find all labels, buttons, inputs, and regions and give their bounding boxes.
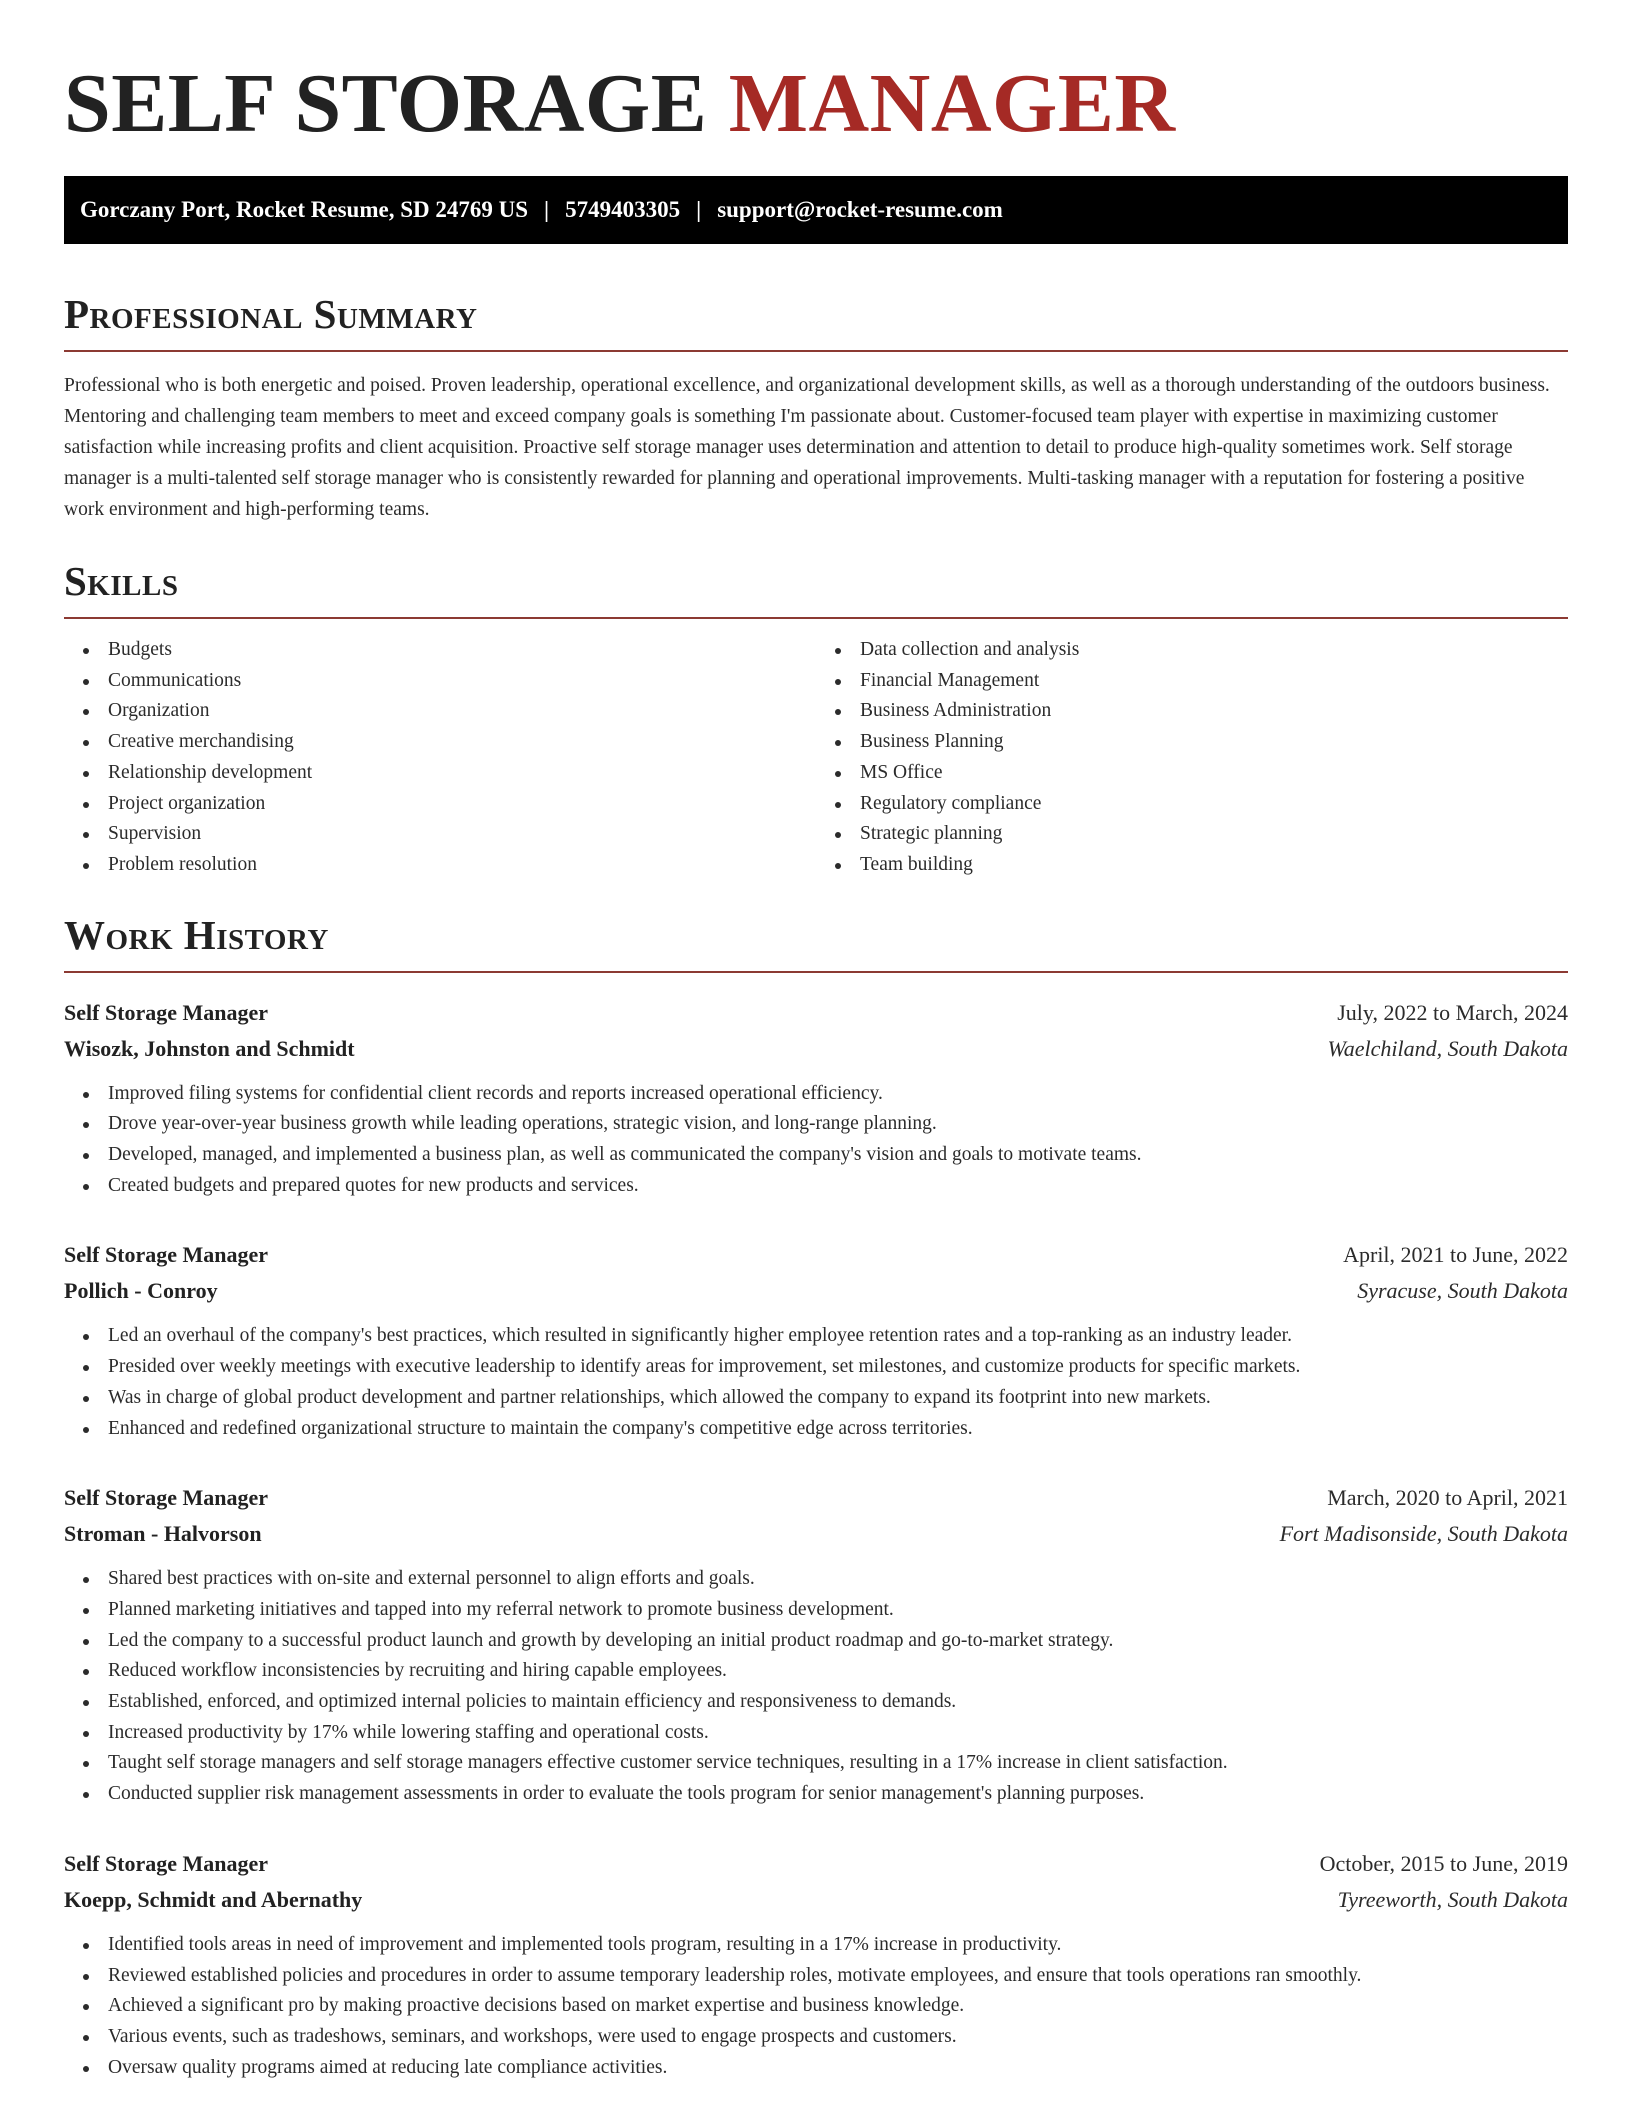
job-company-row [64,1031,1568,1067]
job-entry [64,995,1568,1202]
job-entry [64,1237,1568,1444]
skill-item: Project organization [108,789,816,820]
skill-item: Problem resolution [108,850,816,881]
contact-separator: | [544,197,550,222]
job-bullet: Developed, managed, and implemented a business plan, as well as communicated the company's vision and goals to motivate teams. [108,1140,1568,1171]
job-bullet: Taught self storage managers and self storage managers effective customer service techniques, resulting in a 17% increase in client satisfaction. [108,1748,1568,1779]
job-company: Koepp, Schmidt and Abernathy [64,1886,363,1912]
job-header-row [64,995,1568,1031]
job-bullet: Achieved a significant pro by making proactive decisions based on market expertise and business knowledge. [108,1991,1568,2022]
job-bullet: Improved filing systems for confidential client records and reports increased operational efficiency. [108,1079,1568,1110]
job-company-row [64,1516,1568,1552]
job-bullet: Reduced workflow inconsistencies by recruiting and hiring capable employees. [108,1656,1568,1687]
contact-address: Gorczany Port, Rocket Resume, SD 24769 US [80,197,529,222]
job-bullet: Drove year-over-year business growth while leading operations, strategic vision, and long-range planning. [108,1109,1568,1140]
job-list [64,995,1568,2084]
job-bullet: Enhanced and redefined organizational structure to maintain the company's competitive edge across territories. [108,1414,1568,1445]
job-title: Self Storage Manager [64,1485,269,1511]
skills-list-left [64,635,816,881]
job-dates: April, 2021 to June, 2022 [1343,1242,1568,1268]
contact-phone: 5749403305 [565,197,681,222]
job-location: Fort Madisonside, South Dakota [1279,1521,1568,1547]
job-entry [64,1846,1568,2084]
job-bullet: Increased productivity by 17% while lowering staffing and operational costs. [108,1718,1568,1749]
job-company-row [64,1273,1568,1309]
skills-section [64,555,1568,881]
job-header-row [64,1480,1568,1516]
skills-list-right [816,635,1568,881]
job-bullet: Established, enforced, and optimized internal policies to maintain efficiency and responsiveness to demands. [108,1687,1568,1718]
skill-item: Communications [108,666,816,697]
contact-email: support@rocket-resume.com [717,197,1003,222]
section-title-summary: Professional Summary [64,291,478,337]
skill-item: MS Office [860,758,1568,789]
job-bullet: Various events, such as tradeshows, seminars, and workshops, were used to engage prospects and customers. [108,2022,1568,2053]
skill-item: Team building [860,850,1568,881]
skill-item: Relationship development [108,758,816,789]
job-dates: October, 2015 to June, 2019 [1319,1850,1568,1876]
job-bullet: Led the company to a successful product launch and growth by developing an initial product roadmap and go-to-market strategy. [108,1626,1568,1657]
skill-item: Regulatory compliance [860,789,1568,820]
skill-item: Data collection and analysis [860,635,1568,666]
job-header-row [64,1846,1568,1882]
job-bullet: Created budgets and prepared quotes for new products and services. [108,1171,1568,1202]
section-divider [64,617,1568,619]
job-bullet: Reviewed established policies and procedures in order to assume temporary leadership roles, motivate employees, and ensure that tools operations ran smoothly. [108,1961,1568,1992]
job-bullet-list [64,1930,1568,2084]
skill-item: Financial Management [860,666,1568,697]
job-dates: March, 2020 to April, 2021 [1327,1485,1568,1511]
name-last-part: MANAGER [728,57,1176,150]
job-title: Self Storage Manager [64,1242,269,1268]
job-location: Tyreeworth, South Dakota [1337,1886,1568,1912]
skill-item: Business Planning [860,727,1568,758]
job-header-row [64,1237,1568,1273]
job-location: Syracuse, South Dakota [1357,1278,1568,1304]
job-bullet-list [64,1321,1568,1444]
section-divider [64,971,1568,973]
name-first-part: SELF STORAGE [64,57,708,150]
skills-columns [64,635,1568,881]
contact-bar [64,176,1568,244]
resume-name-heading [64,56,1568,152]
job-bullet-list [64,1564,1568,1810]
section-title-skills: Skills [64,558,179,604]
section-title-work-history: Work History [64,911,329,958]
job-bullet: Identified tools areas in need of improvement and implemented tools program, resulting in a 17% increase in productivity. [108,1930,1568,1961]
work-history-section [64,909,1568,2084]
job-bullet: Oversaw quality programs aimed at reducing late compliance activities. [108,2053,1568,2084]
job-company: Wisozk, Johnston and Schmidt [64,1035,355,1061]
contact-separator: | [696,197,702,222]
skill-item: Organization [108,696,816,727]
job-location: Waelchiland, South Dakota [1327,1035,1568,1061]
job-dates: July, 2022 to March, 2024 [1337,999,1568,1025]
job-bullet-list [64,1079,1568,1202]
job-title: Self Storage Manager [64,1850,269,1876]
job-bullet: Led an overhaul of the company's best practices, which resulted in significantly higher employee retention rates and a top-ranking as an industry leader. [108,1321,1568,1352]
job-bullet: Conducted supplier risk management assessments in order to evaluate the tools program for senior management's planning purposes. [108,1779,1568,1810]
job-bullet: Was in charge of global product development and partner relationships, which allowed the company to expand its footprint into new markets. [108,1383,1568,1414]
job-bullet: Planned marketing initiatives and tapped into my referral network to promote business development. [108,1595,1568,1626]
skill-item: Strategic planning [860,819,1568,850]
summary-text: Professional who is both energetic and poised. Proven leadership, operational excellence, and organizational development skills, as well as a thorough understanding of the outdoors business. Mentoring and challenging team members to meet and exceed company goals is something I'm passionate about. Customer-focused team player with expertise in maximizing customer satisfaction while increasing profits and client acquisition. Proactive self storage manager uses determination and attention to detail to produce high-quality sometimes work. Self storage manager is a multi-talented self storage manager who is consistently rewarded for planning and operational improvements. Multi-tasking manager with a reputation for fostering a positive work environment and high-performing teams. [64,375,1550,520]
skill-item: Supervision [108,819,816,850]
job-bullet: Presided over weekly meetings with executive leadership to identify areas for improvement, set milestones, and customize products for specific markets. [108,1352,1568,1383]
job-company: Stroman - Halvorson [64,1521,262,1547]
skill-item: Budgets [108,635,816,666]
section-divider [64,350,1568,352]
job-title: Self Storage Manager [64,999,269,1025]
job-bullet: Shared best practices with on-site and external personnel to align efforts and goals. [108,1564,1568,1595]
skill-item: Business Administration [860,696,1568,727]
job-company: Pollich - Conroy [64,1278,218,1304]
job-company-row [64,1882,1568,1918]
job-entry [64,1480,1568,1810]
skill-item: Creative merchandising [108,727,816,758]
professional-summary-section [64,288,1568,525]
